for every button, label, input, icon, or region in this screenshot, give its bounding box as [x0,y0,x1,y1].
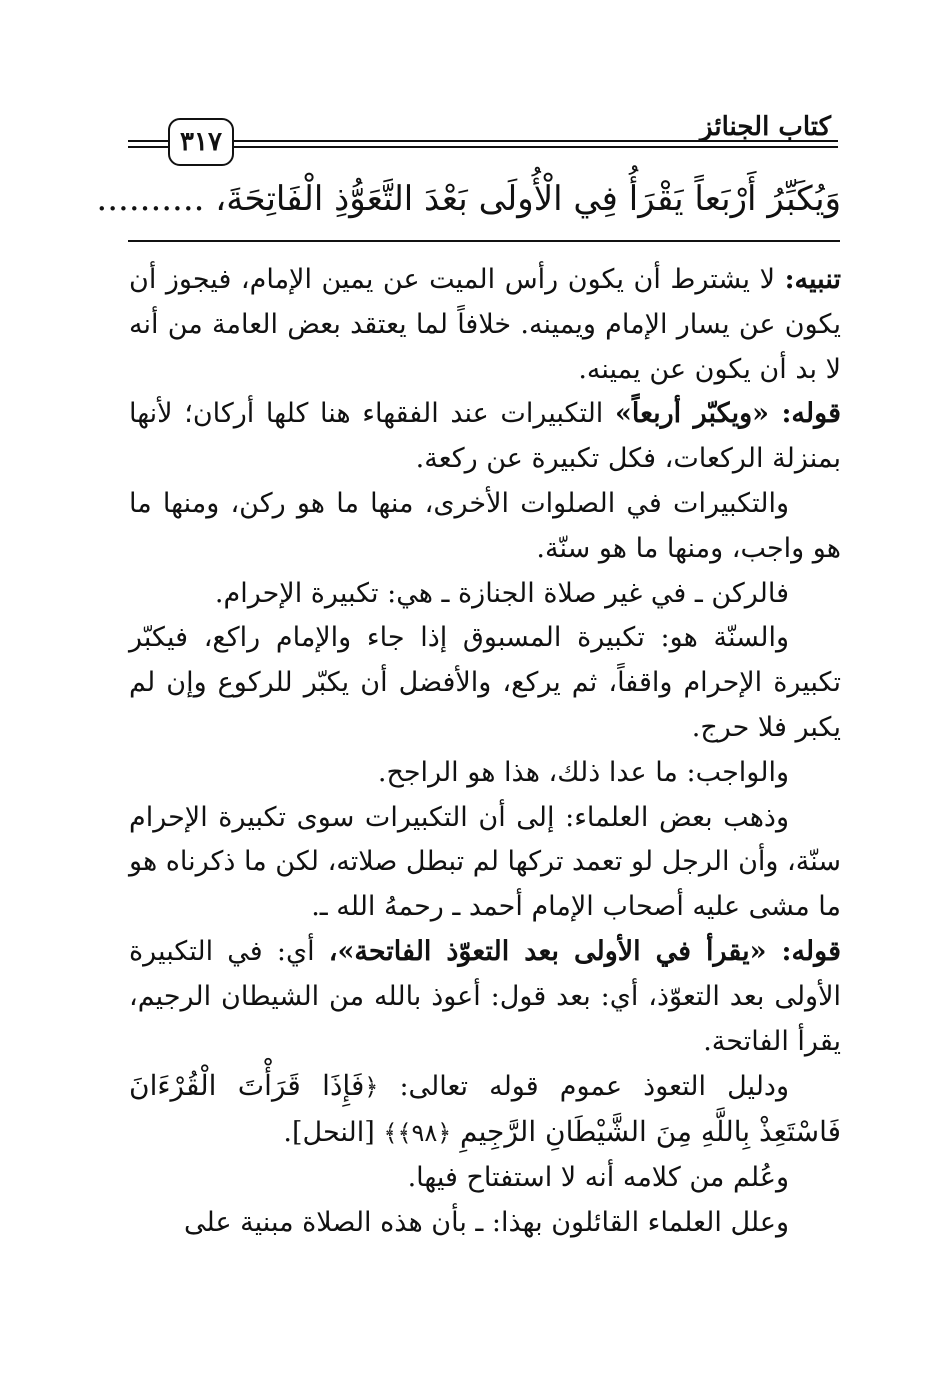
paragraph-text: أي: في التكبيرة الأولى بعد التعوّذ، أي: بعد قول: أعوذ بالله من الشيطان الرجيم، يقرأ الفاتحة. [129,935,841,1057]
paragraph-ayah [129,1064,841,1156]
paragraph: وعلل العلماء القائلون بهذا: ـ بأن هذه الصلاة مبنية على [184,1206,789,1238]
ayah-open-bracket: ﴿ [364,1073,379,1102]
paragraph: فالركن ـ في غير صلاة الجنازة ـ هي: تكبيرة الإحرام. [214,577,789,609]
ayah-number: ﴿٩٨﴾ [397,1119,452,1148]
paragraph-label: قوله: [781,935,842,967]
commentary-body [129,258,841,1246]
paragraph-text: لا يشترط أن يكون رأس الميت عن يمين الإمام، فيجوز أن يكون عن يسار الإمام ويمينه. خلافاً لما يعتقد بعض العامة من أنه لا بد أن يكون عن يمينه. [129,264,841,385]
matn-line [96,168,841,230]
paragraph-tanbih [129,258,841,392]
paragraph: والواجب: ما عدا ذلك، هذا هو الراجح. [377,756,789,788]
running-title: كتاب الجنائز [700,112,831,142]
paragraph-qawluhu-takbir [129,392,841,482]
matn-separator-rule [128,240,840,242]
quoted-matn: «ويكبّر أربعاً» [614,398,782,430]
quoted-matn: «يقرأ في الأولى بعد التعوّذ الفاتحة»، [328,935,782,967]
paragraph-qawluhu-fatiha [129,930,841,1064]
matn-text: وَيُكَبِّرُ أَرْبَعاً يَقْرَأُ فِي الْأُولَى بَعْدَ التَّعَوُّذِ الْفَاتِحَةَ، [215,179,841,219]
header-double-rule [128,140,838,148]
paragraph: والسنّة هو: تكبيرة المسبوق إذا جاء والإمام راكع، فيكبّر تكبيرة الإحرام واقفاً، ثم يركع، والأفضل أن يكبّر للركوع وإن لم يكبر فلا حرج. [129,622,841,743]
paragraph: وعُلم من كلامه أنه لا استفتاح فيها. [407,1161,789,1193]
quran-ayah: فَإِذَا قَرَأْتَ الْقُرْءَانَ فَاسْتَعِذْ بِاللَّهِ مِنَ الشَّيْطَانِ الرَّجِيمِ [129,1069,841,1149]
surah-reference: [النحل]. [283,1117,384,1149]
ayah-close-bracket: ﴾ [383,1119,398,1148]
paragraph-text: ودليل التعوذ عموم قوله تعالى: [378,1071,789,1103]
paragraph-label: قوله: [781,398,841,430]
paragraph: وذهب بعض العلماء: إلى أن التكبيرات سوى تكبيرة الإحرام سنّة، وأن الرجل لو تعمد تركها لم تبطل صلاته، لكن ما ذكرناه هو ما مشى عليه أصحاب الإمام أحمد ـ رحمهُ الله ـ. [129,801,841,923]
matn-dots: .......... [96,179,205,219]
paragraph-text: التكبيرات عند الفقهاء هنا كلها أركان؛ لأنها بمنزلة الركعات، فكل تكبيرة عن ركعة. [129,398,841,475]
page-number: ٣١٧ [168,118,234,166]
paragraph-label: تنبيه: [784,264,841,295]
paragraph: والتكبيرات في الصلوات الأخرى، منها ما هو ركن، ومنها ما هو واجب، ومنها ما هو سنّة. [129,487,841,564]
